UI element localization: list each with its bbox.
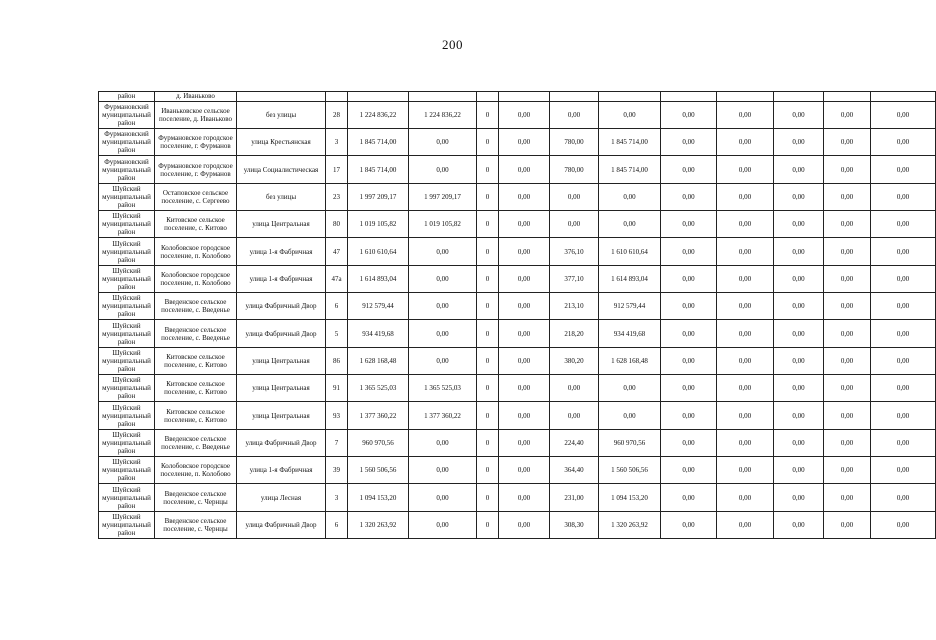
- cell-col-8: 0,00: [499, 402, 550, 430]
- cell-col-14: 0,00: [824, 156, 871, 184]
- cell-col-10: 1 560 506,56: [599, 457, 661, 484]
- cell-settlement: Введенское сельское поселение, с. Введенье: [155, 430, 237, 457]
- cell-col-9: 780,00: [550, 156, 599, 184]
- cell-col-12: 0,00: [717, 238, 774, 266]
- cell-street: улица Крестьянская: [237, 129, 326, 156]
- cell-col-11: 0,00: [661, 211, 717, 238]
- cell-house-number: 93: [326, 402, 348, 430]
- cell-street: улица Фабричный Двор: [237, 430, 326, 457]
- cell-col-6: 0,00: [409, 512, 477, 539]
- cell-total-cost: 1 845 714,00: [348, 129, 409, 156]
- cell-col-10: 0,00: [599, 184, 661, 211]
- cell-col-6: 0,00: [409, 156, 477, 184]
- table-row: [99, 293, 936, 320]
- table-row: [99, 238, 936, 266]
- cell-col-15: 0,00: [871, 402, 936, 430]
- cell-col-9: 218,20: [550, 320, 599, 348]
- cell-col-11: 0,00: [661, 293, 717, 320]
- cell-col-6: 0,00: [409, 457, 477, 484]
- cell-col-11: 0,00: [661, 266, 717, 293]
- cell-col-11: 0,00: [661, 156, 717, 184]
- cell-house-number: 6: [326, 512, 348, 539]
- cell-col-15: 0,00: [871, 484, 936, 512]
- cell-col-9: 376,10: [550, 238, 599, 266]
- cell-col-12: 0,00: [717, 293, 774, 320]
- cell-col-10: 1 845 714,00: [599, 129, 661, 156]
- cell-col-7: 0: [477, 211, 499, 238]
- cell-col-13: 0,00: [774, 402, 824, 430]
- cell-col-9: 213,10: [550, 293, 599, 320]
- cell-col-13: 0,00: [774, 512, 824, 539]
- cell-total-cost: 1 628 168,48: [348, 348, 409, 375]
- cell-col-15: 0,00: [871, 129, 936, 156]
- cell-col-13: 0,00: [774, 238, 824, 266]
- cell-col-11: 0,00: [661, 402, 717, 430]
- cell-street: улица Фабричный Двор: [237, 512, 326, 539]
- cell-col-12: 0,00: [717, 375, 774, 402]
- cell-col-10: 934 419,68: [599, 320, 661, 348]
- cell-district: Шуйский муниципальный район: [99, 320, 155, 348]
- cell-col-7: 0: [477, 348, 499, 375]
- cell-settlement: Китовское сельское поселение, с. Китово: [155, 211, 237, 238]
- cell-col-13: 0,00: [774, 211, 824, 238]
- cell-col-11: 0,00: [661, 348, 717, 375]
- cell-col-11: 0,00: [661, 457, 717, 484]
- cell-settlement: Введенское сельское поселение, с. Чернцы: [155, 484, 237, 512]
- cell-street: улица 1-я Фабричная: [237, 238, 326, 266]
- cell-col-9: 0,00: [550, 402, 599, 430]
- cell-col-7: 0: [477, 129, 499, 156]
- cell-settlement: Введенское сельское поселение, с. Введенье: [155, 293, 237, 320]
- cell-col-14: 0,00: [824, 184, 871, 211]
- cell-col-9: 0,00: [550, 211, 599, 238]
- cell-settlement: Фурмановское городское поселение, г. Фурманов: [155, 129, 237, 156]
- cell-settlement: Колобовское городское поселение, п. Колобово: [155, 266, 237, 293]
- cell-house-number: 5: [326, 320, 348, 348]
- cell-col-12: 0,00: [717, 348, 774, 375]
- cell-col-15: 0,00: [871, 348, 936, 375]
- cell-empty: [871, 92, 936, 102]
- cell-col-7: 0: [477, 102, 499, 129]
- cell-col-8: 0,00: [499, 320, 550, 348]
- cell-col-10: 1 094 153,20: [599, 484, 661, 512]
- cell-col-14: 0,00: [824, 348, 871, 375]
- cell-col-7: 0: [477, 375, 499, 402]
- cell-col-12: 0,00: [717, 430, 774, 457]
- cell-col-11: 0,00: [661, 238, 717, 266]
- cell-col-8: 0,00: [499, 102, 550, 129]
- cell-col-12: 0,00: [717, 102, 774, 129]
- cell-col-13: 0,00: [774, 484, 824, 512]
- cell-col-8: 0,00: [499, 293, 550, 320]
- cell-house-number: 3: [326, 484, 348, 512]
- cell-col-12: 0,00: [717, 211, 774, 238]
- cell-house-number: 47а: [326, 266, 348, 293]
- cell-settlement: Китовское сельское поселение, с. Китово: [155, 402, 237, 430]
- cell-district: район: [99, 92, 155, 102]
- table-row: [99, 102, 936, 129]
- cell-col-12: 0,00: [717, 402, 774, 430]
- cell-col-14: 0,00: [824, 320, 871, 348]
- cell-col-11: 0,00: [661, 320, 717, 348]
- cell-street: улица 1-я Фабричная: [237, 266, 326, 293]
- cell-district: Фурмановский муниципальный район: [99, 129, 155, 156]
- cell-street: улица Центральная: [237, 402, 326, 430]
- table-row: [99, 512, 936, 539]
- cell-empty: [499, 92, 550, 102]
- cell-col-8: 0,00: [499, 238, 550, 266]
- cell-col-15: 0,00: [871, 102, 936, 129]
- cell-house-number: 91: [326, 375, 348, 402]
- cell-col-10: 0,00: [599, 375, 661, 402]
- cell-col-6: 1 224 836,22: [409, 102, 477, 129]
- cell-col-8: 0,00: [499, 211, 550, 238]
- cell-col-15: 0,00: [871, 512, 936, 539]
- cell-col-7: 0: [477, 266, 499, 293]
- cell-street: улица Лесная: [237, 484, 326, 512]
- cell-col-15: 0,00: [871, 156, 936, 184]
- cell-empty: [477, 92, 499, 102]
- cell-district: Шуйский муниципальный район: [99, 293, 155, 320]
- cell-col-7: 0: [477, 156, 499, 184]
- cell-col-7: 0: [477, 430, 499, 457]
- cell-district: Фурмановский муниципальный район: [99, 156, 155, 184]
- cell-col-10: 1 614 893,04: [599, 266, 661, 293]
- cell-total-cost: 1 560 506,56: [348, 457, 409, 484]
- cell-col-10: 1 845 714,00: [599, 156, 661, 184]
- cell-col-7: 0: [477, 238, 499, 266]
- cell-col-6: 1 997 209,17: [409, 184, 477, 211]
- cell-col-13: 0,00: [774, 348, 824, 375]
- cell-col-6: 0,00: [409, 348, 477, 375]
- cell-district: Шуйский муниципальный район: [99, 457, 155, 484]
- cell-street: улица Фабричный Двор: [237, 293, 326, 320]
- cell-district: Шуйский муниципальный район: [99, 211, 155, 238]
- cell-district: Шуйский муниципальный район: [99, 375, 155, 402]
- cell-col-6: 0,00: [409, 484, 477, 512]
- cell-street: улица Центральная: [237, 348, 326, 375]
- cell-col-9: 231,00: [550, 484, 599, 512]
- cell-col-14: 0,00: [824, 238, 871, 266]
- cell-col-7: 0: [477, 484, 499, 512]
- cell-house-number: 23: [326, 184, 348, 211]
- cell-col-15: 0,00: [871, 430, 936, 457]
- cell-total-cost: 1 365 525,03: [348, 375, 409, 402]
- cell-col-10: 0,00: [599, 402, 661, 430]
- cell-district: Шуйский муниципальный район: [99, 430, 155, 457]
- cell-col-11: 0,00: [661, 375, 717, 402]
- cell-col-13: 0,00: [774, 375, 824, 402]
- cell-col-6: 0,00: [409, 238, 477, 266]
- cell-empty: [326, 92, 348, 102]
- cell-col-10: 0,00: [599, 102, 661, 129]
- cell-house-number: 6: [326, 293, 348, 320]
- cell-house-number: 3: [326, 129, 348, 156]
- cell-col-13: 0,00: [774, 184, 824, 211]
- cell-house-number: 17: [326, 156, 348, 184]
- cell-col-12: 0,00: [717, 484, 774, 512]
- cell-col-8: 0,00: [499, 484, 550, 512]
- cell-col-14: 0,00: [824, 457, 871, 484]
- cell-col-14: 0,00: [824, 484, 871, 512]
- cell-col-8: 0,00: [499, 184, 550, 211]
- cell-total-cost: 1 094 153,20: [348, 484, 409, 512]
- cell-col-8: 0,00: [499, 266, 550, 293]
- cell-col-8: 0,00: [499, 129, 550, 156]
- table-row: [99, 375, 936, 402]
- cell-col-15: 0,00: [871, 293, 936, 320]
- cell-empty: [661, 92, 717, 102]
- cell-house-number: 47: [326, 238, 348, 266]
- cell-col-10: 1 628 168,48: [599, 348, 661, 375]
- cell-settlement: д. Иваньково: [155, 92, 237, 102]
- cell-col-9: 0,00: [550, 184, 599, 211]
- cell-settlement: Китовское сельское поселение, с. Китово: [155, 348, 237, 375]
- cell-col-7: 0: [477, 293, 499, 320]
- cell-col-13: 0,00: [774, 156, 824, 184]
- cell-street: без улицы: [237, 184, 326, 211]
- cell-total-cost: 1 320 263,92: [348, 512, 409, 539]
- cell-total-cost: 1 224 836,22: [348, 102, 409, 129]
- cell-col-7: 0: [477, 320, 499, 348]
- cell-col-9: 224,40: [550, 430, 599, 457]
- table-row: [99, 266, 936, 293]
- cell-col-10: 912 579,44: [599, 293, 661, 320]
- cell-col-13: 0,00: [774, 430, 824, 457]
- cell-total-cost: 1 614 893,04: [348, 266, 409, 293]
- table-row: [99, 348, 936, 375]
- cell-col-12: 0,00: [717, 512, 774, 539]
- cell-settlement: Введенское сельское поселение, с. Введенье: [155, 320, 237, 348]
- cell-total-cost: 960 970,56: [348, 430, 409, 457]
- cell-settlement: Колобовское городское поселение, п. Колобово: [155, 457, 237, 484]
- cell-col-7: 0: [477, 184, 499, 211]
- cell-district: Шуйский муниципальный район: [99, 512, 155, 539]
- cell-col-14: 0,00: [824, 430, 871, 457]
- cell-col-8: 0,00: [499, 375, 550, 402]
- cell-total-cost: 1 377 360,22: [348, 402, 409, 430]
- cell-street: улица 1-я Фабричная: [237, 457, 326, 484]
- cell-district: Фурмановский муниципальный район: [99, 102, 155, 129]
- cell-col-13: 0,00: [774, 457, 824, 484]
- cell-district: Шуйский муниципальный район: [99, 402, 155, 430]
- cell-col-8: 0,00: [499, 512, 550, 539]
- cell-col-9: 308,30: [550, 512, 599, 539]
- cell-total-cost: 934 419,68: [348, 320, 409, 348]
- cell-col-12: 0,00: [717, 457, 774, 484]
- cell-house-number: 39: [326, 457, 348, 484]
- cell-col-9: 0,00: [550, 375, 599, 402]
- cell-col-11: 0,00: [661, 184, 717, 211]
- cell-col-11: 0,00: [661, 102, 717, 129]
- table-row: [99, 402, 936, 430]
- cell-settlement: Остаповское сельское поселение, с. Сергеево: [155, 184, 237, 211]
- cell-total-cost: 1 997 209,17: [348, 184, 409, 211]
- cell-col-15: 0,00: [871, 211, 936, 238]
- cell-col-13: 0,00: [774, 320, 824, 348]
- cell-col-10: 1 320 263,92: [599, 512, 661, 539]
- table-row: [99, 457, 936, 484]
- cell-empty: [237, 92, 326, 102]
- cell-street: улица Фабричный Двор: [237, 320, 326, 348]
- cell-col-11: 0,00: [661, 512, 717, 539]
- cell-house-number: 80: [326, 211, 348, 238]
- cell-total-cost: 1 610 610,64: [348, 238, 409, 266]
- cell-col-8: 0,00: [499, 430, 550, 457]
- cell-col-10: 1 610 610,64: [599, 238, 661, 266]
- cell-col-9: 780,00: [550, 129, 599, 156]
- cell-col-14: 0,00: [824, 129, 871, 156]
- cell-col-15: 0,00: [871, 184, 936, 211]
- cell-col-15: 0,00: [871, 457, 936, 484]
- cell-settlement: Фурмановское городское поселение, г. Фурманов: [155, 156, 237, 184]
- cell-col-14: 0,00: [824, 266, 871, 293]
- cell-col-9: 364,40: [550, 457, 599, 484]
- cell-col-6: 0,00: [409, 320, 477, 348]
- cell-total-cost: 912 579,44: [348, 293, 409, 320]
- cell-settlement: Китовское сельское поселение, с. Китово: [155, 375, 237, 402]
- cell-col-9: 377,10: [550, 266, 599, 293]
- table-body: [99, 92, 936, 539]
- data-table: [98, 91, 936, 539]
- cell-total-cost: 1 019 105,82: [348, 211, 409, 238]
- cell-settlement: Введенское сельское поселение, с. Чернцы: [155, 512, 237, 539]
- table-row: [99, 129, 936, 156]
- cell-col-15: 0,00: [871, 320, 936, 348]
- cell-col-11: 0,00: [661, 484, 717, 512]
- cell-col-12: 0,00: [717, 320, 774, 348]
- cell-district: Шуйский муниципальный район: [99, 484, 155, 512]
- cell-empty: [409, 92, 477, 102]
- cell-col-10: 960 970,56: [599, 430, 661, 457]
- cell-district: Шуйский муниципальный район: [99, 348, 155, 375]
- cell-col-15: 0,00: [871, 266, 936, 293]
- cell-house-number: 28: [326, 102, 348, 129]
- cell-district: Шуйский муниципальный район: [99, 238, 155, 266]
- cell-col-7: 0: [477, 402, 499, 430]
- cell-col-8: 0,00: [499, 457, 550, 484]
- cell-col-12: 0,00: [717, 266, 774, 293]
- cell-total-cost: 1 845 714,00: [348, 156, 409, 184]
- cell-empty: [774, 92, 824, 102]
- cell-settlement: Колобовское городское поселение, п. Колобово: [155, 238, 237, 266]
- cell-empty: [550, 92, 599, 102]
- cell-street: улица Центральная: [237, 211, 326, 238]
- cell-col-6: 1 019 105,82: [409, 211, 477, 238]
- cell-district: Шуйский муниципальный район: [99, 266, 155, 293]
- cell-col-12: 0,00: [717, 129, 774, 156]
- cell-col-12: 0,00: [717, 156, 774, 184]
- cell-col-11: 0,00: [661, 430, 717, 457]
- table-row: [99, 484, 936, 512]
- cell-col-15: 0,00: [871, 375, 936, 402]
- cell-col-6: 0,00: [409, 129, 477, 156]
- cell-col-12: 0,00: [717, 184, 774, 211]
- table-row-continuation: [99, 92, 936, 102]
- cell-col-15: 0,00: [871, 238, 936, 266]
- cell-col-6: 1 377 360,22: [409, 402, 477, 430]
- cell-col-14: 0,00: [824, 512, 871, 539]
- cell-col-6: 0,00: [409, 430, 477, 457]
- cell-district: Шуйский муниципальный район: [99, 184, 155, 211]
- cell-col-14: 0,00: [824, 211, 871, 238]
- cell-col-6: 0,00: [409, 266, 477, 293]
- cell-empty: [348, 92, 409, 102]
- cell-street: улица Социалистическая: [237, 156, 326, 184]
- cell-col-7: 0: [477, 457, 499, 484]
- cell-col-14: 0,00: [824, 102, 871, 129]
- page-number: 200: [442, 37, 463, 52]
- cell-col-13: 0,00: [774, 266, 824, 293]
- cell-col-11: 0,00: [661, 129, 717, 156]
- cell-col-14: 0,00: [824, 293, 871, 320]
- cell-col-7: 0: [477, 512, 499, 539]
- cell-col-13: 0,00: [774, 129, 824, 156]
- cell-empty: [824, 92, 871, 102]
- cell-settlement: Иваньковское сельское поселение, д. Иваньково: [155, 102, 237, 129]
- cell-street: без улицы: [237, 102, 326, 129]
- cell-col-6: 1 365 525,03: [409, 375, 477, 402]
- cell-col-6: 0,00: [409, 293, 477, 320]
- table-row: [99, 156, 936, 184]
- cell-col-8: 0,00: [499, 348, 550, 375]
- cell-col-14: 0,00: [824, 402, 871, 430]
- cell-empty: [599, 92, 661, 102]
- cell-col-13: 0,00: [774, 102, 824, 129]
- cell-col-8: 0,00: [499, 156, 550, 184]
- cell-col-13: 0,00: [774, 293, 824, 320]
- cell-col-9: 380,20: [550, 348, 599, 375]
- table-row: [99, 184, 936, 211]
- table-row: [99, 320, 936, 348]
- cell-house-number: 7: [326, 430, 348, 457]
- cell-empty: [717, 92, 774, 102]
- cell-col-14: 0,00: [824, 375, 871, 402]
- cell-house-number: 86: [326, 348, 348, 375]
- cell-col-9: 0,00: [550, 102, 599, 129]
- cell-col-10: 0,00: [599, 211, 661, 238]
- cell-street: улица Центральная: [237, 375, 326, 402]
- table-row: [99, 430, 936, 457]
- table-row: [99, 211, 936, 238]
